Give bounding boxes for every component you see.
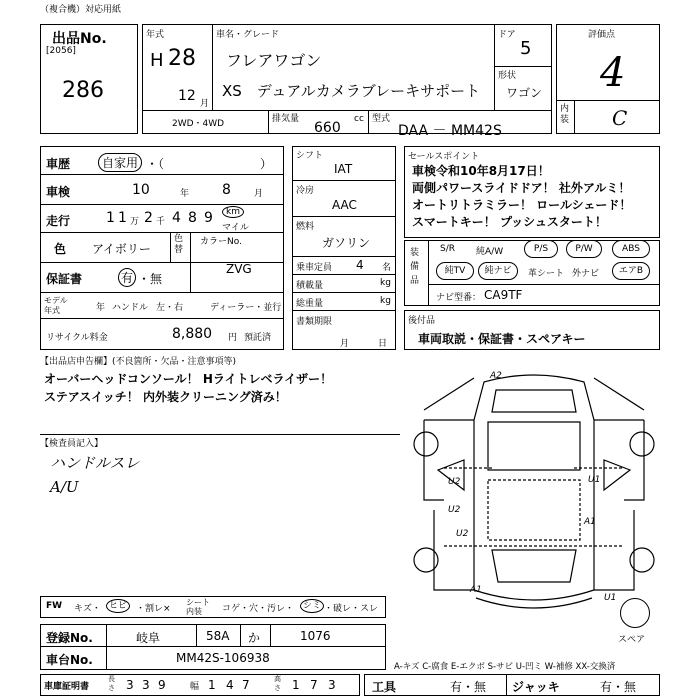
spare-tire-icon xyxy=(620,598,650,628)
shift-value: IAT xyxy=(334,162,353,176)
year-era: H xyxy=(150,50,164,71)
shape-label: 形状 xyxy=(498,71,517,81)
sales-line: スマートキー！ プッシュスタート！ xyxy=(412,215,607,229)
equip-pw: P/W xyxy=(566,240,602,258)
capacity-value: 4 xyxy=(356,258,364,272)
lot-number: 286 xyxy=(62,78,104,103)
history-value: 自家用 xyxy=(98,153,142,172)
interior-label: 内装 xyxy=(560,104,570,125)
disp-label: 排気量 xyxy=(272,114,300,124)
navi-model: CA9TF xyxy=(484,288,523,302)
inspector-label: 【検査員記入】 xyxy=(40,439,104,449)
score-value: 4 xyxy=(600,50,626,96)
inspection-label: 車検 xyxy=(46,185,71,199)
lot-label: 出品No. xyxy=(52,31,107,47)
shape-value: ワゴン xyxy=(506,86,543,100)
notes-line: ステアスイッチ！ 内外装クリーニング済み！ xyxy=(44,390,287,404)
notes-label: 【出品店申告欄】(不良箇所・欠品・注意事項等) xyxy=(40,357,237,367)
inspection-year: 10 xyxy=(132,182,150,198)
year-month: 12 xyxy=(178,88,196,104)
damage-legend: A-キズ C-腐食 E-エクボ S-サビ U-凹ミ W-補修 XX-交換済 xyxy=(394,662,616,672)
recycle-value: 8,880 xyxy=(172,326,213,342)
attach-value: 車両取説・保証書・スペアキー xyxy=(418,332,586,346)
sales-line: オートリトラミラー！ ロールシェード！ xyxy=(412,198,632,212)
ac-value: AAC xyxy=(332,198,357,212)
door-count: 5 xyxy=(520,38,532,59)
fuel-value: ガソリン xyxy=(322,236,371,250)
reg-number: 1076 xyxy=(300,629,331,643)
fw-circled-crack: ヒビ xyxy=(106,599,130,613)
inspector-line: ハンドルスレ xyxy=(50,454,140,472)
drive-options: 2WD・4WD xyxy=(172,119,225,129)
fw-circled-stain: シミ xyxy=(300,599,324,613)
equip-tv: 純TV xyxy=(436,262,474,280)
equip-ps: P/S xyxy=(524,240,558,258)
inspection-month: 8 xyxy=(222,182,231,198)
damage-mark: U2 xyxy=(448,477,461,487)
color-value: アイボリー xyxy=(92,242,151,256)
lot-tag: [2056] xyxy=(46,46,76,56)
model-name: フレアワゴン xyxy=(226,51,322,70)
reg-kana: か xyxy=(248,631,261,645)
interior-value: C xyxy=(612,106,628,130)
damage-mark: A2 xyxy=(490,371,502,381)
history-label: 車歴 xyxy=(46,157,71,171)
info-table xyxy=(40,146,284,350)
damage-mark: U2 xyxy=(448,505,461,515)
equip-navi: 純ナビ xyxy=(478,262,518,280)
type-value: DAA － MM42S xyxy=(398,123,502,139)
equip-airbag: エアB xyxy=(612,262,650,280)
mileage-label: 走行 xyxy=(46,214,71,228)
car-damage-diagram xyxy=(404,360,664,630)
equipment-label: 装備品 xyxy=(410,248,420,286)
year-label: 年式 xyxy=(146,30,165,40)
color-no: ZVG xyxy=(226,262,252,276)
form-note: （複合機）対応用紙 xyxy=(40,5,122,15)
model-grade: XS デュアルカメラブレーキサポート xyxy=(222,82,481,100)
sales-label: セールスポイント xyxy=(408,152,480,162)
model-label: 車名・グレード xyxy=(216,30,280,40)
reg-class: 58A xyxy=(206,629,230,643)
score-label: 評価点 xyxy=(588,30,616,40)
inspector-line: A/U xyxy=(50,478,79,496)
color-no-label: カラーNo. xyxy=(200,237,242,247)
disp-value: 660 xyxy=(314,120,341,136)
sales-line: 車検令和10年8月17日！ xyxy=(412,164,550,178)
damage-mark: A1 xyxy=(470,585,482,595)
warranty-yes: 有 xyxy=(118,268,136,287)
type-label: 型式 xyxy=(372,114,391,124)
damage-mark: U2 xyxy=(456,529,469,539)
warranty-label: 保証書 xyxy=(46,272,83,286)
damage-mark: U1 xyxy=(588,475,601,485)
chassis-value: MM42S-106938 xyxy=(176,651,270,665)
reg-area: 岐阜 xyxy=(136,631,161,645)
color-label: 色 xyxy=(54,242,67,256)
notes-line: オーバーヘッドコンソール！ Hライトレベライザー！ xyxy=(44,372,333,386)
km-unit: km xyxy=(222,206,244,218)
door-label: ドア xyxy=(498,30,516,40)
spare-label: スペア xyxy=(618,635,646,645)
equip-abs: ABS xyxy=(612,240,650,258)
sales-line: 両側パワースライドドア！ 社外アルミ！ xyxy=(412,181,631,195)
recycle-label: リサイクル料金 xyxy=(46,333,108,343)
damage-mark: U1 xyxy=(604,593,617,603)
damage-mark: A1 xyxy=(584,517,596,527)
year-value: 28 xyxy=(168,46,196,71)
